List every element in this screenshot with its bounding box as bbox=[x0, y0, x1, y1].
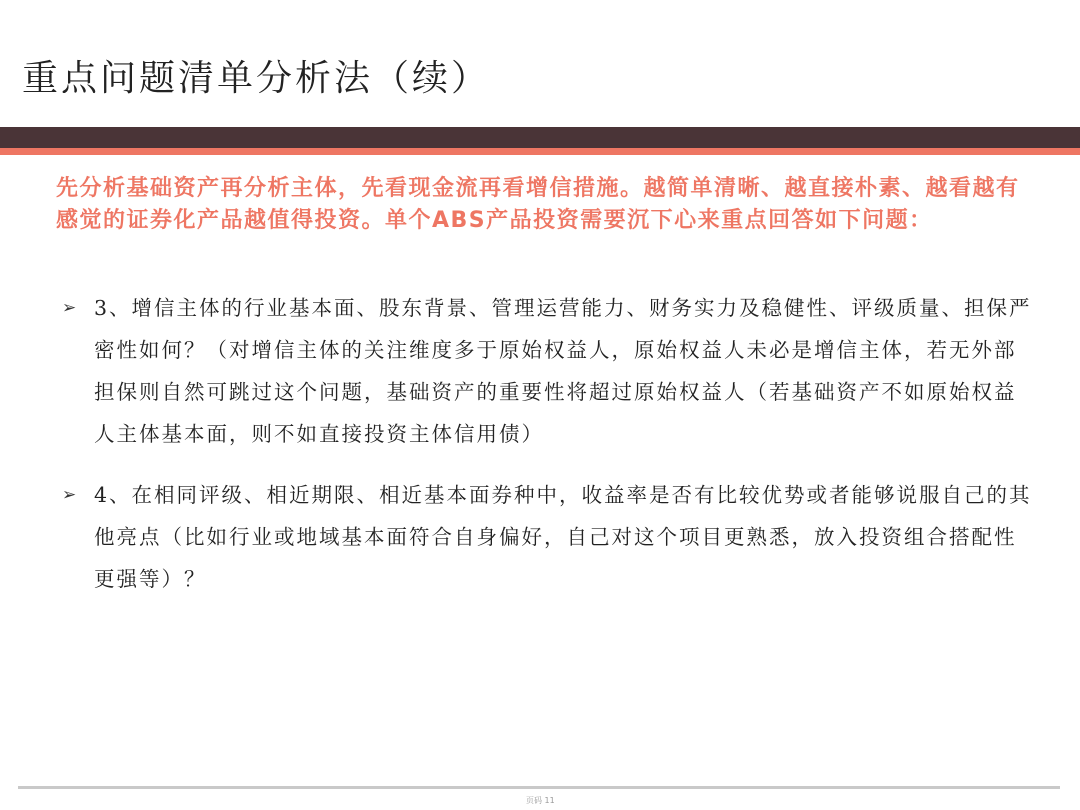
bullet-text: 4、在相同评级、相近期限、相近基本面券种中，收益率是否有比较优势或者能够说服自己的其他亮点（比如行业或地域基本面符合自身偏好，自己对这个项目更熟悉，放入投资组合搭配性更强等）？ bbox=[94, 483, 1032, 591]
bullet-item-3 bbox=[62, 287, 1037, 455]
intro-paragraph: 先分析基础资产再分析主体，先看现金流再看增信措施。越简单清晰、越直接朴素、越看越有感觉的证券化产品越值得投资。单个ABS产品投资需要沉下心来重点回答如下问题： bbox=[56, 176, 1020, 233]
arrow-icon: ➢ bbox=[62, 298, 79, 318]
page-number: 页码 11 bbox=[526, 796, 555, 805]
bullet-item-4 bbox=[62, 474, 1037, 600]
arrow-icon: ➢ bbox=[62, 485, 79, 505]
header-dark-bar bbox=[0, 127, 1080, 148]
footer-divider bbox=[18, 786, 1060, 789]
bullet-text: 3、增信主体的行业基本面、股东背景、管理运营能力、财务实力及稳健性、评级质量、担保严密性如何？（对增信主体的关注维度多于原始权益人，原始权益人未必是增信主体，若无外部担保则自然可跳过这个问题，基础资产的重要性将超过原始权益人（若基础资产不如原始权益人主体基本面，则不如直接投资主体信用债） bbox=[94, 296, 1032, 446]
header-accent-bar bbox=[0, 148, 1080, 155]
slide-title: 重点问题清单分析法（续） bbox=[22, 58, 491, 99]
